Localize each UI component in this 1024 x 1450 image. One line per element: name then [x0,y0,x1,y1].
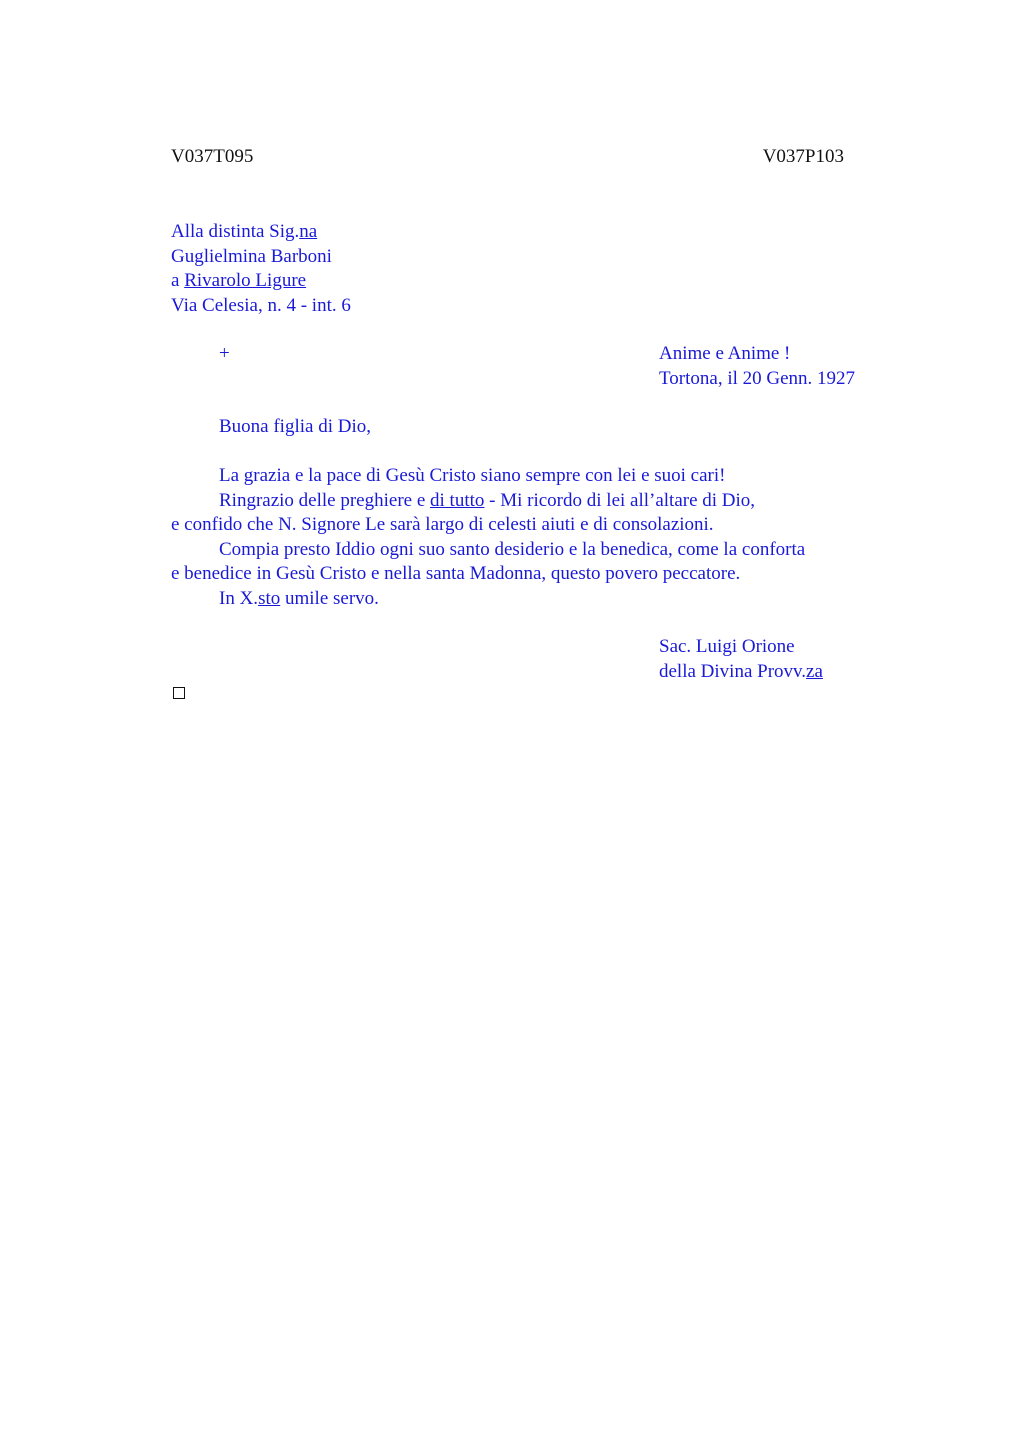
body-paragraph-1: La grazia e la pace di Gesù Cristo siano sempre con lei e suoi cari! [219,465,726,486]
document-codes [171,145,844,170]
dateline [659,342,855,391]
body-p2-after: - Mi ricordo di lei all’altare di Dio, [484,489,756,511]
address-line-3 [171,269,351,294]
salutation: Buona figlia di Dio, [219,416,371,437]
cross-symbol: + [219,343,230,364]
signature-title-underlined: za [806,660,823,682]
recipient-address [171,220,351,318]
body-p4-before: In X. [219,587,259,609]
signature-name: Sac. Luigi Orione [659,636,795,657]
motto: Anime e Anime ! [659,343,791,364]
body-paragraph-3-line-2: e benedice in Gesù Cristo e nella santa Madonna, questo povero peccatore. [171,563,741,584]
letter-body [171,464,871,611]
place-date: Tortona, il 20 Genn. 1927 [659,367,856,389]
document-code-right: V037P103 [762,146,844,167]
body-paragraph-3-line-1: Compia presto Iddio ogni suo santo desiderio e la benedica, come la conforta [219,538,806,560]
body-paragraph-2-line-2: e confido che N. Signore Le sarà largo di celesti aiuti e di consolazioni. [171,514,714,535]
signature [659,635,823,684]
address-line-4: Via Celesia, n. 4 - int. 6 [171,294,351,316]
body-p4-underlined: sto [258,587,281,609]
body-p4-after: umile servo. [280,587,379,609]
document-code-left: V037T095 [171,146,254,167]
address-line-1-prefix: Alla distinta Sig. [171,221,300,242]
address-line-1-underlined: na [299,221,318,242]
end-of-document-box-icon [173,687,185,699]
address-line-1 [171,220,351,245]
body-paragraph-4 [171,587,871,612]
address-line-3-underlined: Rivarolo Ligure [184,270,307,291]
address-line-3-prefix: a [171,270,185,291]
signature-title [659,660,823,685]
body-paragraph-2-line-1 [171,489,871,514]
body-p2-underlined: di tutto [430,489,485,511]
address-line-2: Guglielmina Barboni [171,245,332,267]
body-p2-before: Ringrazio delle preghiere e [219,489,431,511]
signature-title-prefix: della Divina Provv. [659,660,807,682]
